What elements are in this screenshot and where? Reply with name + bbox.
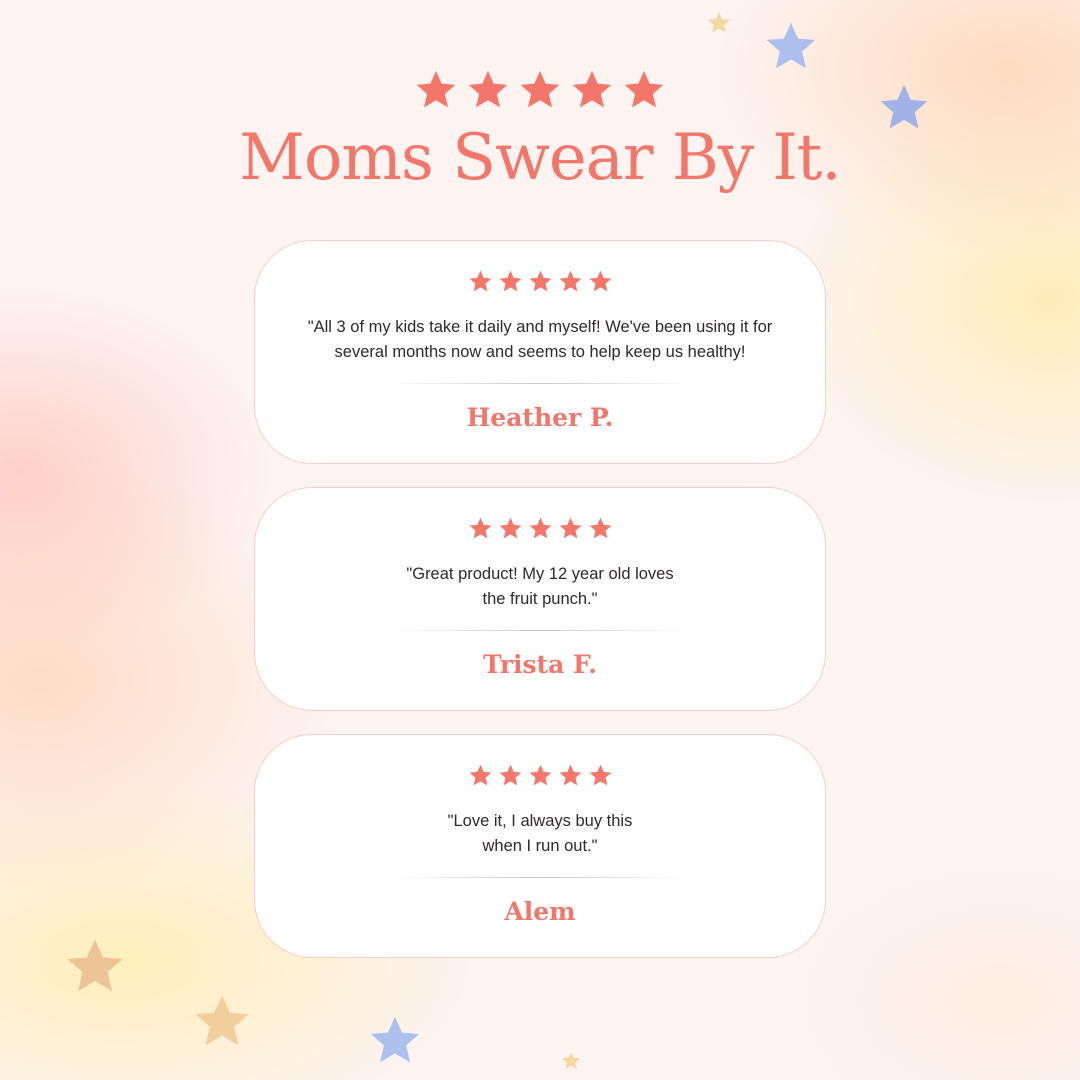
decorative-gold-star-icon: [190, 990, 254, 1054]
star-icon: [466, 68, 510, 112]
star-icon: [570, 68, 614, 112]
review-card: [254, 240, 826, 464]
star-icon: [528, 516, 553, 541]
star-icon: [558, 269, 583, 294]
decorative-gold-star-icon: [706, 10, 732, 36]
star-icon: [622, 68, 666, 112]
decorative-gold-star-icon: [62, 934, 128, 1000]
heading-star-rating: [0, 68, 1080, 112]
review-quote-line: the fruit punch.": [482, 590, 598, 608]
review-quote: [279, 562, 801, 612]
star-icon: [588, 269, 613, 294]
star-icon: [558, 516, 583, 541]
star-icon: [414, 68, 458, 112]
star-icon: [588, 516, 613, 541]
star-icon: [528, 763, 553, 788]
star-icon: [588, 763, 613, 788]
review-card: [254, 487, 826, 711]
star-icon: [518, 68, 562, 112]
review-quote-line: "Great product! My 12 year old loves: [406, 565, 674, 583]
review-quote: [279, 809, 801, 859]
star-icon: [468, 269, 493, 294]
page-title: Moms Swear By It.: [239, 121, 841, 195]
review-author: Trista F.: [483, 650, 597, 679]
star-icon: [558, 763, 583, 788]
review-divider: [390, 383, 690, 384]
decorative-blue-star-icon: [366, 1012, 424, 1070]
review-author: Alem: [504, 897, 576, 926]
star-icon: [498, 516, 523, 541]
review-star-rating: [255, 269, 825, 294]
review-author: Heather P.: [466, 403, 614, 432]
review-quote-line: "Love it, I always buy this: [447, 812, 633, 830]
star-icon: [468, 763, 493, 788]
review-card: [254, 734, 826, 958]
review-star-rating: [255, 763, 825, 788]
review-star-rating: [255, 516, 825, 541]
decorative-gold-star-icon: [560, 1050, 582, 1072]
star-icon: [498, 763, 523, 788]
review-divider: [390, 877, 690, 878]
star-icon: [468, 516, 493, 541]
review-quote-line: "All 3 of my kids take it daily and myself! We've been using it for: [307, 318, 773, 336]
review-quote-line: several months now and seems to help keep us healthy!: [334, 343, 746, 361]
review-divider: [390, 630, 690, 631]
review-quote-line: when I run out.": [482, 837, 598, 855]
review-quote: [279, 315, 801, 365]
star-icon: [498, 269, 523, 294]
star-icon: [528, 269, 553, 294]
